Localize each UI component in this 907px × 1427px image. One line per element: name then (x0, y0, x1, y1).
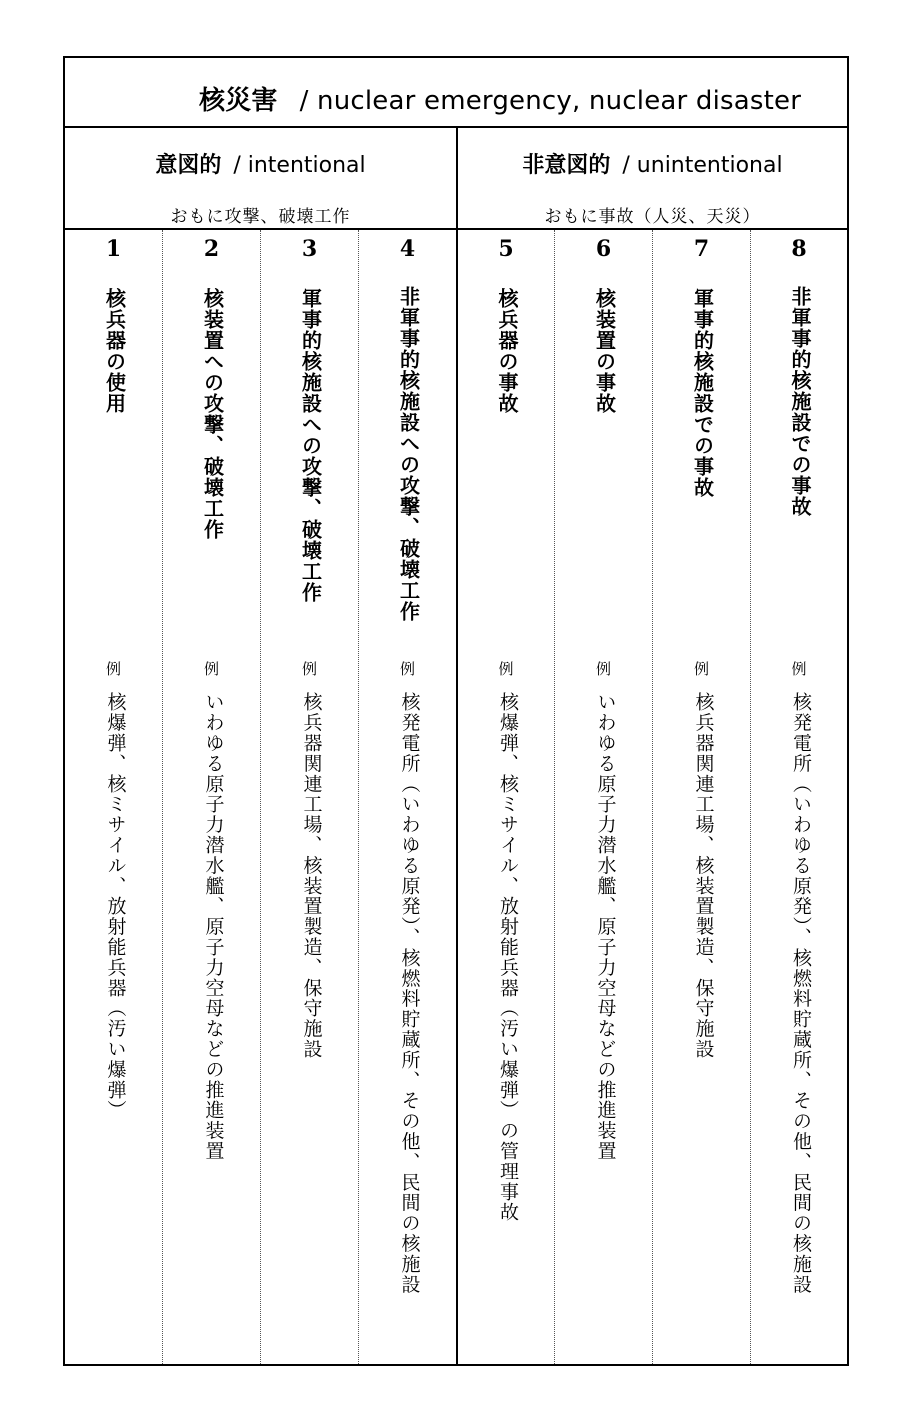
group-unintentional (456, 128, 847, 228)
page-title (199, 80, 801, 117)
column-example: 核爆弾、核ミサイル、放射能兵器（汚い爆弾） (104, 692, 127, 1121)
category-column-4 (358, 230, 456, 1364)
column-example: 核発電所（いわゆる原発）、核燃料貯蔵所、その他、民間の核施設 (790, 692, 812, 1295)
group-intentional (65, 128, 456, 228)
group-label (65, 148, 456, 179)
category-columns (65, 230, 847, 1364)
column-title: 非軍事的核施設への攻撃、破壊工作 (396, 286, 421, 622)
group-label-en: / unintentional (622, 153, 783, 178)
column-number: 4 (399, 236, 416, 262)
column-number: 3 (301, 236, 318, 262)
column-number: 5 (498, 236, 514, 262)
column-title: 軍事的核施設での事故 (690, 288, 715, 498)
column-title: 核兵器の事故 (495, 288, 519, 414)
group-label-en: / intentional (233, 153, 366, 178)
group-subtitle: おもに攻撃、破壊工作 (170, 207, 351, 227)
category-column-5 (456, 230, 554, 1364)
column-example: 核兵器関連工場、核装置製造、保守施設 (300, 692, 323, 1060)
column-title: 核兵器の使用 (102, 288, 127, 414)
column-example: 核発電所（いわゆる原発）、核燃料貯蔵所、その他、民間の核施設 (398, 692, 421, 1295)
column-example: いわゆる原子力潜水艦、原子力空母などの推進装置 (594, 692, 617, 1162)
column-title: 非軍事的核施設での事故 (788, 286, 812, 517)
column-title: 軍事的核施設への攻撃、破壊工作 (298, 288, 323, 603)
group-subtitle: おもに事故（人災、天災） (544, 207, 761, 227)
column-example: 核爆弾、核ミサイル、放射能兵器（汚い爆弾）の管理事故 (497, 692, 519, 1223)
column-number: 1 (105, 236, 122, 262)
example-label: 例 (791, 660, 807, 678)
group-header-row (65, 128, 847, 230)
category-column-7 (652, 230, 750, 1364)
example-label: 例 (498, 660, 514, 678)
group-label (458, 148, 847, 179)
title-en: / nuclear emergency, nuclear disaster (299, 86, 802, 116)
category-column-8 (750, 230, 847, 1364)
example-label: 例 (595, 660, 611, 678)
category-column-6 (554, 230, 652, 1364)
example-label: 例 (301, 660, 317, 678)
example-label: 例 (203, 660, 219, 678)
column-title: 核装置への攻撃、破壊工作 (200, 288, 225, 540)
example-label: 例 (399, 660, 415, 678)
column-title: 核装置の事故 (592, 288, 617, 414)
example-label: 例 (105, 660, 121, 678)
title-row (65, 58, 847, 128)
classification-table (63, 56, 849, 1366)
category-column-1 (65, 230, 162, 1364)
category-column-3 (260, 230, 358, 1364)
column-number: 8 (791, 236, 807, 262)
group-label-jp: 非意図的 (522, 153, 611, 178)
example-label: 例 (693, 660, 709, 678)
category-column-2 (162, 230, 260, 1364)
column-number: 2 (203, 236, 220, 262)
column-example: 核兵器関連工場、核装置製造、保守施設 (692, 692, 715, 1060)
column-number: 6 (595, 236, 612, 262)
column-number: 7 (693, 236, 710, 262)
group-label-jp: 意図的 (155, 153, 222, 178)
column-example: いわゆる原子力潜水艦、原子力空母などの推進装置 (202, 692, 225, 1162)
title-jp: 核災害 (199, 86, 278, 116)
